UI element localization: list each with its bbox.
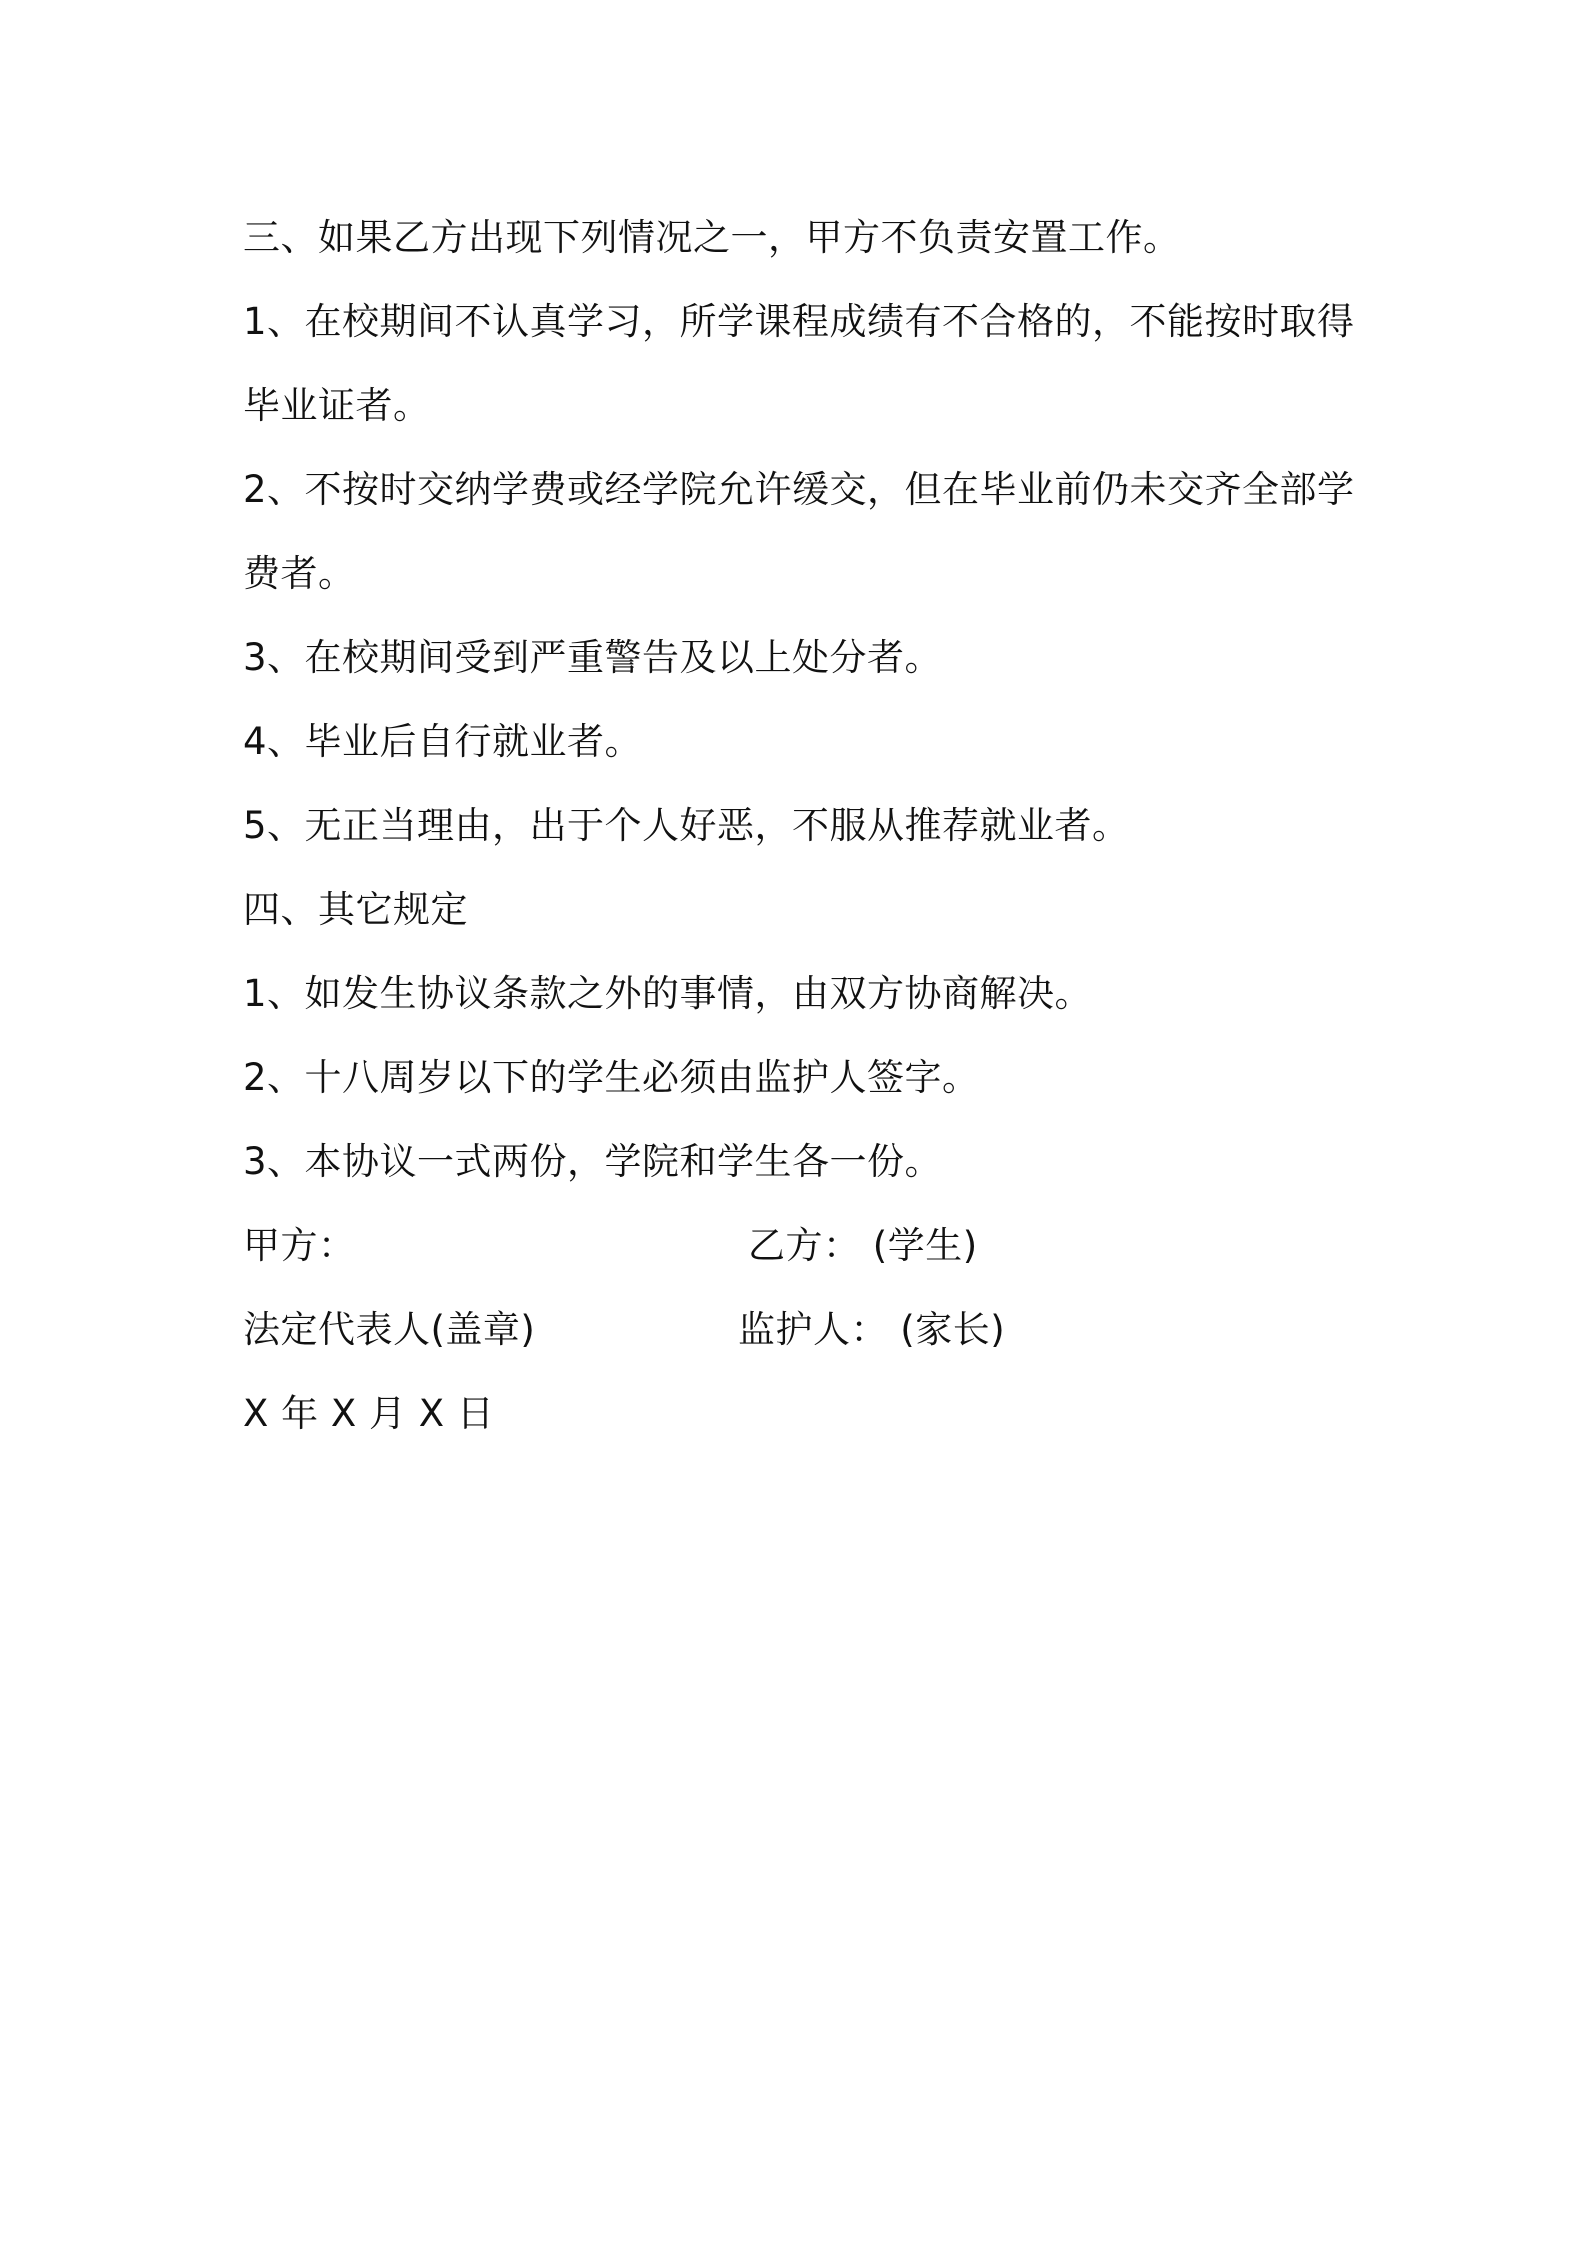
section-4-item-2: 2、十八周岁以下的学生必须由监护人签字。: [243, 1056, 980, 1099]
party-b-label: 乙方： (学生): [748, 1224, 978, 1267]
party-a-label: 甲方：: [243, 1224, 356, 1267]
section-3-item-5: 5、无正当理由，出于个人好恶，不服从推荐就业者。: [243, 804, 1130, 847]
signature-row-parties: [243, 1204, 1353, 1288]
section-3-item-1-line-1: 1、在校期间不认真学习，所学课程成绩有不合格的，不能按时取得: [243, 300, 1355, 343]
section-3-item-2-line-2: 费者。: [243, 552, 356, 595]
date-line: X 年 X 月 X 日: [243, 1392, 495, 1435]
section-4-item-3: 3、本协议一式两份，学院和学生各一份。: [243, 1140, 943, 1183]
signature-row-representatives: [243, 1288, 1353, 1372]
section-3-item-1-line-2: 毕业证者。: [243, 384, 431, 427]
document-body: [243, 196, 1353, 1456]
section-3-item-2-line-1: 2、不按时交纳学费或经学院允许缓交，但在毕业前仍未交齐全部学: [243, 468, 1355, 511]
guardian-label: 监护人： (家长): [738, 1308, 1006, 1351]
section-4-heading: 四、其它规定: [243, 888, 468, 931]
section-3-item-3: 3、在校期间受到严重警告及以上处分者。: [243, 636, 943, 679]
section-3-heading: 三、如果乙方出现下列情况之一，甲方不负责安置工作。: [243, 216, 1181, 259]
legal-representative-label: 法定代表人(盖章): [243, 1308, 536, 1351]
section-3-item-4: 4、毕业后自行就业者。: [243, 720, 643, 763]
section-4-item-1: 1、如发生协议条款之外的事情，由双方协商解决。: [243, 972, 1093, 1015]
